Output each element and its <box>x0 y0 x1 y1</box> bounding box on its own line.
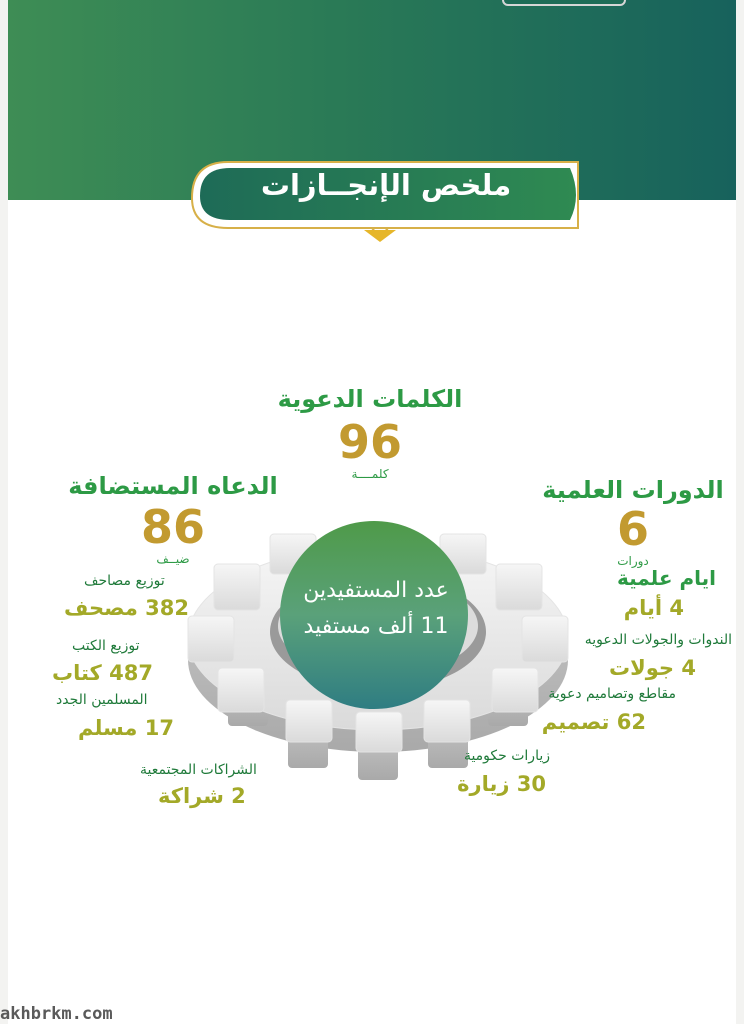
stat-courses-label: الدورات العلمية <box>542 476 724 504</box>
stat-courses <box>538 476 728 568</box>
left-item-label: توزيع الكتب <box>72 638 140 654</box>
right-item-label: ايام علمية <box>616 566 716 590</box>
right-item-value: 4 أيام <box>623 596 684 620</box>
stat-guests-unit: ضيــف <box>156 552 190 566</box>
right-item-value: 30 زيارة <box>457 772 546 796</box>
left-item-label: الشراكات المجتمعية <box>140 762 257 778</box>
page-title: ملخص الإنجــازات <box>260 168 512 202</box>
right-item-label: الندوات والجولات الدعويه <box>584 632 732 648</box>
stat-speeches <box>260 385 480 481</box>
stat-speeches-value: 96 <box>337 415 402 469</box>
stat-courses-value: 6 <box>616 502 649 556</box>
stat-guests <box>68 472 278 566</box>
left-item-value: 2 شراكة <box>158 784 246 808</box>
watermark: akhbrkm.com <box>0 1004 113 1024</box>
right-item-value: 4 جولات <box>609 656 696 680</box>
right-item-label: زيارات حكومية <box>463 748 550 764</box>
beneficiaries-label: عدد المستفيدين <box>303 578 449 603</box>
left-item-value: 382 مصحف <box>64 596 189 620</box>
left-item-label: المسلمين الجدد <box>56 692 148 708</box>
left-item-value: 487 كتاب <box>52 661 153 685</box>
title-ribbon <box>186 158 582 228</box>
poster <box>8 0 736 1024</box>
stat-guests-value: 86 <box>140 500 205 554</box>
right-item-value: 62 تصميم <box>541 710 646 734</box>
stat-courses-unit: دورات <box>617 554 649 568</box>
left-item-label: توزيع مصاحف <box>84 573 165 589</box>
top-tab <box>502 0 626 6</box>
beneficiaries-value: 11 ألف مستفيد <box>303 614 449 639</box>
right-item-label: مقاطع وتصاميم دعوية <box>548 686 676 702</box>
stat-guests-label: الدعاه المستضافة <box>68 472 278 500</box>
stat-speeches-label: الكلمات الدعوية <box>277 385 463 413</box>
stat-speeches-unit: كلمــــة <box>351 467 389 481</box>
left-item-value: 17 مسلم <box>78 716 174 740</box>
